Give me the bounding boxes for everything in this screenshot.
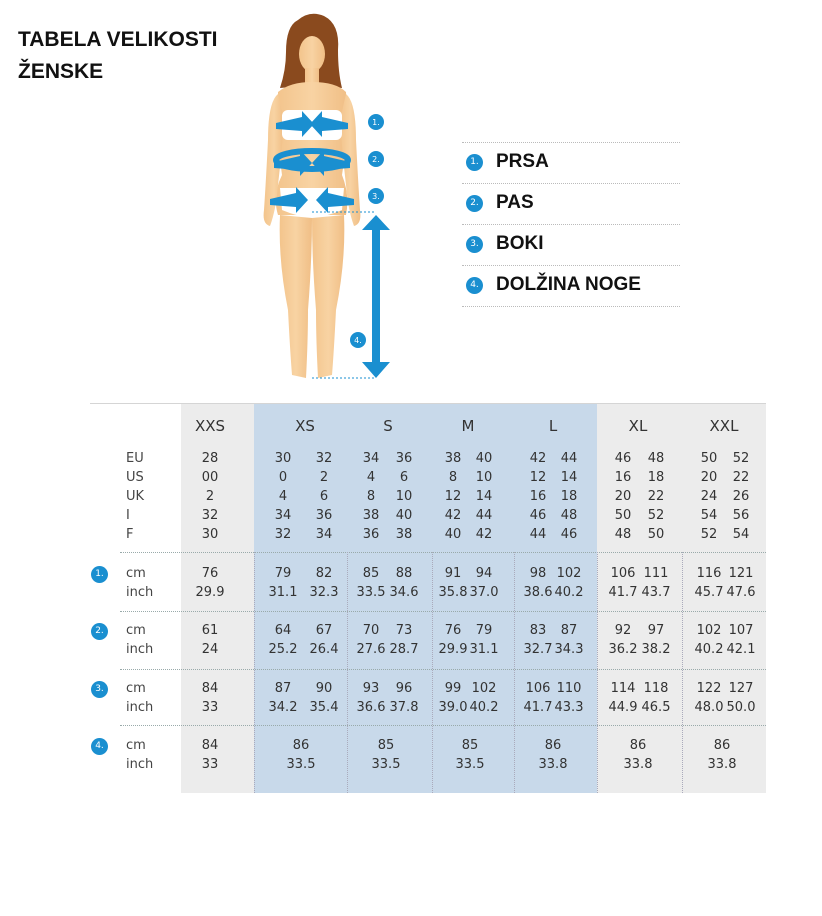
unit-label-cm: cm	[126, 623, 146, 638]
conversion-cell: 46	[560, 527, 578, 542]
conversion-cell: 8	[366, 489, 376, 504]
measurement-legend	[462, 142, 680, 307]
conversion-cell: 52	[700, 527, 718, 542]
unit-label-cm: cm	[126, 681, 146, 696]
measurement-inch-cell: 34.3	[554, 642, 584, 657]
conversion-cell: 46	[529, 508, 547, 523]
conversion-cell: 14	[560, 470, 578, 485]
measurement-cm-cell: 87	[560, 623, 578, 638]
conversion-cell: 16	[529, 489, 547, 504]
measurement-cm-cell: 114	[610, 681, 636, 696]
measurement-cm-cell: 79	[274, 566, 292, 581]
legend-item	[462, 142, 680, 183]
measurement-inch-cell: 44.9	[608, 700, 638, 715]
system-label: UK	[126, 489, 145, 504]
conversion-cell: 14	[475, 489, 493, 504]
leg-inch-cell: 33.5	[455, 757, 485, 772]
measurement-number-badge: 4.	[91, 738, 108, 755]
measurement-inch-cell: 36.6	[356, 700, 386, 715]
measurement-cm-cell: 102	[471, 681, 497, 696]
conversion-cell: 12	[529, 470, 547, 485]
system-label: US	[126, 470, 144, 485]
conversion-cell: 6	[399, 470, 409, 485]
unit-label-inch: inch	[126, 585, 154, 600]
conversion-cell: 40	[395, 508, 413, 523]
measurement-inch-cell: 43.3	[554, 700, 584, 715]
leg-inch-cell: 33.5	[371, 757, 401, 772]
conversion-cell: 4	[366, 470, 376, 485]
conversion-cell: 22	[732, 470, 750, 485]
conversion-cell: 34	[315, 527, 333, 542]
measurement-inch-cell: 40.2	[694, 642, 724, 657]
measurement-number-badge: 3.	[91, 681, 108, 698]
conversion-cell: 10	[475, 470, 493, 485]
measurement-number-badge: 2.	[91, 623, 108, 640]
title-line-2: ŽENSKE	[18, 60, 104, 83]
measurement-cm-cell: 67	[315, 623, 333, 638]
measurement-cm-cell: 111	[643, 566, 669, 581]
measurement-inch-cell: 42.1	[726, 642, 756, 657]
conversion-cell: 40	[444, 527, 462, 542]
unit-label-inch: inch	[126, 700, 154, 715]
conversion-cell: 2	[319, 470, 329, 485]
measurement-cm-cell: 93	[362, 681, 380, 696]
leg-inch-cell: 33.8	[538, 757, 568, 772]
conversion-cell: 42	[475, 527, 493, 542]
measurement-cm-cell: 64	[274, 623, 292, 638]
legend-label: BOKI	[496, 233, 544, 254]
conversion-cell: 34	[274, 508, 292, 523]
measurement-cm-cell: 79	[475, 623, 493, 638]
column-divider	[254, 552, 256, 793]
measurement-inch-cell: 34.2	[268, 700, 298, 715]
conversion-cell: 36	[315, 508, 333, 523]
measurement-cm-cell: 70	[362, 623, 380, 638]
system-label: EU	[126, 451, 144, 466]
measurement-inch-cell: 41.7	[523, 700, 553, 715]
measurement-cm-cell: 90	[315, 681, 333, 696]
conversion-cell: 38	[444, 451, 462, 466]
leg-cm-cell: 85	[377, 738, 395, 753]
conversion-cell: 12	[444, 489, 462, 504]
size-chart-table	[90, 403, 766, 793]
measurement-cm-cell: 97	[647, 623, 665, 638]
leg-inch-cell: 33.8	[623, 757, 653, 772]
measurement-inch-cell: 46.5	[641, 700, 671, 715]
conversion-cell: 56	[732, 508, 750, 523]
unit-label-inch: inch	[126, 757, 154, 772]
measurement-inch-cell: 31.1	[469, 642, 499, 657]
measurement-cm-cell: 87	[274, 681, 292, 696]
conversion-cell: 32	[315, 451, 333, 466]
conversion-cell: 42	[444, 508, 462, 523]
measurement-inch-cell: 33	[201, 700, 219, 715]
measurement-inch-cell: 29.9	[438, 642, 468, 657]
conversion-cell: 46	[614, 451, 632, 466]
measurement-inch-cell: 25.2	[268, 642, 298, 657]
figure-marker-3: 3.	[372, 192, 380, 201]
conversion-cell: 50	[647, 527, 665, 542]
legend-label: PRSA	[496, 151, 549, 172]
row-divider	[120, 669, 766, 671]
measurement-inch-cell: 32.3	[309, 585, 339, 600]
measurement-cm-cell: 121	[728, 566, 754, 581]
measurement-inch-cell: 41.7	[608, 585, 638, 600]
conversion-cell: 30	[201, 527, 219, 542]
measurement-cm-cell: 73	[395, 623, 413, 638]
conversion-cell: 32	[274, 527, 292, 542]
measurement-cm-cell: 122	[696, 681, 722, 696]
measurement-inch-cell: 24	[201, 642, 219, 657]
conversion-cell: 44	[475, 508, 493, 523]
leg-inch-cell: 33.5	[286, 757, 316, 772]
conversion-cell: 38	[395, 527, 413, 542]
measurement-inch-cell: 50.0	[726, 700, 756, 715]
conversion-cell: 40	[475, 451, 493, 466]
conversion-cell: 00	[201, 470, 219, 485]
conversion-cell: 48	[647, 451, 665, 466]
measurement-inch-cell: 48.0	[694, 700, 724, 715]
conversion-cell: 52	[647, 508, 665, 523]
legend-item	[462, 265, 680, 307]
measurement-inch-cell: 29.9	[195, 585, 225, 600]
conversion-cell: 48	[560, 508, 578, 523]
conversion-cell: 22	[647, 489, 665, 504]
row-divider	[120, 725, 766, 727]
figure-marker-1: 1.	[372, 118, 380, 127]
conversion-cell: 18	[560, 489, 578, 504]
measurement-cm-cell: 102	[696, 623, 722, 638]
unit-label-cm: cm	[126, 738, 146, 753]
legend-item	[462, 224, 680, 265]
table-top-border	[90, 403, 766, 404]
figure-marker-2: 2.	[372, 155, 380, 164]
page-title	[18, 24, 218, 88]
measurement-cm-cell: 83	[529, 623, 547, 638]
unit-label-inch: inch	[126, 642, 154, 657]
measurement-cm-cell: 98	[529, 566, 547, 581]
measurement-cm-cell: 76	[444, 623, 462, 638]
measurement-inch-cell: 39.0	[438, 700, 468, 715]
measurement-cm-cell: 118	[643, 681, 669, 696]
conversion-cell: 24	[700, 489, 718, 504]
measurement-inch-cell: 45.7	[694, 585, 724, 600]
leg-cm-cell: 86	[713, 738, 731, 753]
size-header-xxs: XXS	[194, 417, 226, 435]
measurement-inch-cell: 37.8	[389, 700, 419, 715]
measurement-inch-cell: 31.1	[268, 585, 298, 600]
conversion-cell: 10	[395, 489, 413, 504]
measurement-cm-cell: 99	[444, 681, 462, 696]
measurement-cm-cell: 127	[728, 681, 754, 696]
conversion-cell: 28	[201, 451, 219, 466]
legend-number-badge: 1.	[466, 154, 483, 171]
measurement-cm-cell: 110	[556, 681, 582, 696]
size-header-l: L	[548, 417, 558, 435]
row-divider	[120, 611, 766, 613]
measurement-number-badge: 1.	[91, 566, 108, 583]
measurement-cm-cell: 85	[362, 566, 380, 581]
conversion-cell: 16	[614, 470, 632, 485]
measurement-cm-cell: 106	[525, 681, 551, 696]
measurement-cm-cell: 102	[556, 566, 582, 581]
conversion-cell: 6	[319, 489, 329, 504]
leg-cm-cell: 84	[201, 738, 219, 753]
conversion-cell: 38	[362, 508, 380, 523]
conversion-cell: 20	[700, 470, 718, 485]
conversion-cell: 44	[560, 451, 578, 466]
measurement-inch-cell: 33.5	[356, 585, 386, 600]
conversion-cell: 32	[201, 508, 219, 523]
legend-label: DOLŽINA NOGE	[496, 274, 641, 295]
leg-inch-cell: 33.8	[707, 757, 737, 772]
conversion-cell: 54	[732, 527, 750, 542]
conversion-cell: 8	[448, 470, 458, 485]
leg-cm-cell: 86	[629, 738, 647, 753]
conversion-cell: 52	[732, 451, 750, 466]
measurement-inch-cell: 35.8	[438, 585, 468, 600]
measurement-inch-cell: 38.6	[523, 585, 553, 600]
measurement-inch-cell: 36.2	[608, 642, 638, 657]
measurement-cm-cell: 96	[395, 681, 413, 696]
conversion-cell: 4	[278, 489, 288, 504]
measurement-inch-cell: 47.6	[726, 585, 756, 600]
conversion-cell: 30	[274, 451, 292, 466]
measurement-cm-cell: 107	[728, 623, 754, 638]
size-header-s: S	[383, 417, 393, 435]
measurement-cm-cell: 116	[696, 566, 722, 581]
legend-number-badge: 4.	[466, 277, 483, 294]
legend-number-badge: 3.	[466, 236, 483, 253]
measurement-inch-cell: 27.6	[356, 642, 386, 657]
measurement-cm-cell: 94	[475, 566, 493, 581]
measurement-cm-cell: 82	[315, 566, 333, 581]
conversion-cell: 18	[647, 470, 665, 485]
measurement-inch-cell: 35.4	[309, 700, 339, 715]
measurement-inch-cell: 32.7	[523, 642, 553, 657]
leg-inch-cell: 33	[201, 757, 219, 772]
conversion-cell: 50	[614, 508, 632, 523]
conversion-cell: 2	[205, 489, 215, 504]
measurement-inch-cell: 34.6	[389, 585, 419, 600]
system-label: I	[126, 508, 130, 523]
leg-cm-cell: 85	[461, 738, 479, 753]
unit-label-cm: cm	[126, 566, 146, 581]
legend-label: PAS	[496, 192, 534, 213]
measurement-cm-cell: 88	[395, 566, 413, 581]
conversion-cell: 44	[529, 527, 547, 542]
measurement-cm-cell: 61	[201, 623, 219, 638]
measurement-inch-cell: 37.0	[469, 585, 499, 600]
measurement-cm-cell: 106	[610, 566, 636, 581]
measurement-inch-cell: 28.7	[389, 642, 419, 657]
title-line-1: TABELA VELIKOSTI	[18, 28, 218, 51]
conversion-cell: 34	[362, 451, 380, 466]
measurement-cm-cell: 76	[201, 566, 219, 581]
conversion-cell: 36	[362, 527, 380, 542]
system-label: F	[126, 527, 134, 542]
conversion-cell: 20	[614, 489, 632, 504]
measurement-inch-cell: 26.4	[309, 642, 339, 657]
conversion-cell: 0	[278, 470, 288, 485]
measurement-cm-cell: 91	[444, 566, 462, 581]
size-header-xs: XS	[295, 417, 315, 435]
legend-number-badge: 2.	[466, 195, 483, 212]
conversion-cell: 36	[395, 451, 413, 466]
size-header-xxl: XXL	[709, 417, 739, 435]
measurement-inch-cell: 40.2	[554, 585, 584, 600]
conversion-cell: 54	[700, 508, 718, 523]
conversion-cell: 42	[529, 451, 547, 466]
size-header-xl: XL	[628, 417, 648, 435]
leg-cm-cell: 86	[544, 738, 562, 753]
conversion-cell: 26	[732, 489, 750, 504]
measurement-cm-cell: 92	[614, 623, 632, 638]
size-header-m: M	[461, 417, 475, 435]
measurement-inch-cell: 38.2	[641, 642, 671, 657]
body-measurement-figure	[250, 10, 410, 390]
leg-cm-cell: 86	[292, 738, 310, 753]
legend-item	[462, 183, 680, 224]
measurement-inch-cell: 40.2	[469, 700, 499, 715]
measurement-cm-cell: 84	[201, 681, 219, 696]
measurement-inch-cell: 43.7	[641, 585, 671, 600]
row-divider	[120, 552, 766, 554]
conversion-cell: 50	[700, 451, 718, 466]
conversion-cell: 48	[614, 527, 632, 542]
figure-marker-4: 4.	[354, 336, 362, 345]
